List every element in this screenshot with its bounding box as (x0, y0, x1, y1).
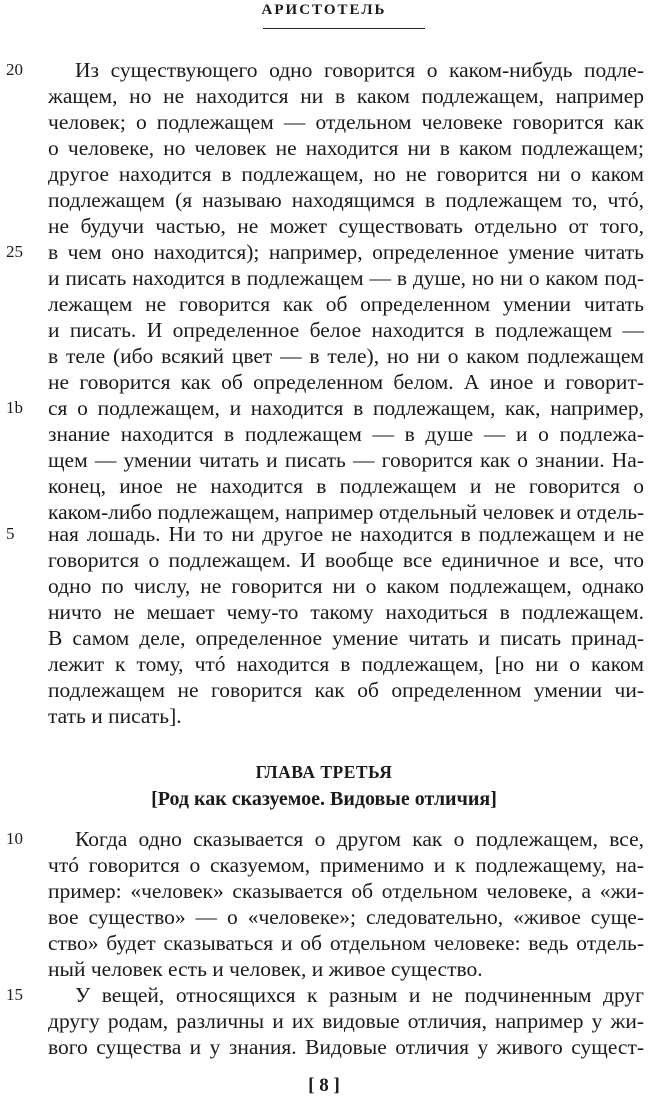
margin-line-number: 15 (6, 985, 23, 1004)
text-line: ство» будет сказываться и об отдельном человеке: ведь отдель- (48, 931, 644, 955)
text-line: Из существующего одно говорится о каком-нибудь подле- (75, 58, 644, 82)
text-line: другое находится в подлежащем, но не говорится ни о каком (48, 162, 644, 186)
text-line: конец, иное не находится в подлежащем и не говорится о (48, 474, 644, 498)
text-line: вое существо» — о «человеке»; следовательно, «живое суще- (48, 905, 644, 929)
margin-line-number: 20 (6, 60, 23, 79)
text-line: подлежащем (я называю находящимся в подлежащем то, чтó, (48, 188, 644, 212)
text-line: лежит к тому, чтó находится в подлежащем, [но ни о каком (48, 652, 644, 676)
text-line: одно по числу, не говорится ни о каком подлежащем, однако (48, 574, 644, 598)
text-line: щем — умении читать и писать — говорится как о знании. На- (48, 448, 644, 472)
text-line: ся о подлежащем, и находится в подлежащем, как, например, (48, 396, 644, 420)
running-header: АРИСТОТЕЛЬ (261, 2, 387, 18)
chapter-subtitle: [Род как сказуемое. Видовые отличия] (151, 788, 497, 810)
text-line: жащем, но не находится ни в каком подлежащем, например (48, 84, 644, 108)
text-line: В самом деле, определенное умение читать и писать принад- (48, 626, 644, 650)
margin-line-number: 1b (6, 398, 23, 417)
margin-line-number: 25 (6, 242, 23, 261)
text-line: подлежащем не говорится как об определенном умении чи- (48, 678, 644, 702)
text-line: Когда одно сказывается о другом как о подлежащем, все, (75, 827, 644, 851)
header-rule (263, 28, 425, 29)
text-line: в теле (ибо всякий цвет — в теле), но ни о каком подлежащем (48, 344, 644, 368)
chapter-title: ГЛАВА ТРЕТЬЯ (255, 762, 393, 782)
text-line: другу родам, различны и их видовые отличия, например у жи- (48, 1009, 644, 1033)
text-line: знание находится в подлежащем — в душе — и о подлежа- (48, 422, 644, 446)
text-line: лежащем не говорится как об определенном умении читать (48, 292, 644, 316)
text-line: У вещей, относящихся к разным и не подчиненным друг (75, 983, 644, 1007)
text-line: пример: «человек» сказывается об отдельном человеке, а «жи- (48, 879, 644, 903)
text-line: не будучи частью, не может существовать отдельно от того, (48, 214, 644, 238)
text-line: и писать находится в подлежащем — в душе, но ни о каком под- (48, 266, 644, 290)
text-line: человек; о подлежащем — отдельном человеке говорится как (48, 110, 644, 134)
margin-line-number: 10 (6, 829, 23, 848)
text-line: о человеке, но человек не находится ни в каком подлежащем; (48, 136, 644, 160)
text-line: говорится о подлежащем. И вообще все единичное и все, что (48, 548, 644, 572)
text-line: ная лошадь. Ни то ни другое не находится в подлежащем и не (48, 522, 644, 546)
text-line: в чем оно находится); например, определенное умение читать (48, 240, 644, 264)
text-line: вого существа и у знания. Видовые отличия у живого сущест- (48, 1035, 644, 1059)
text-line: тать и писать]. (48, 704, 182, 728)
text-line: каком-либо подлежащем, например отдельный человек и отдель- (48, 500, 645, 524)
text-line: ный человек есть и человек, и живое существо. (48, 957, 483, 981)
margin-line-number: 5 (6, 524, 15, 543)
page-number: [ 8 ] (308, 1075, 340, 1096)
text-line: ничто не мешает чему-то такому находиться в подлежащем. (48, 600, 644, 624)
text-line: чтó говорится о сказуемом, применимо и к подлежащему, на- (48, 853, 644, 877)
text-line: и писать. И определенное белое находится в подлежащем — (48, 318, 644, 342)
text-line: не говорится как об определенном белом. А иное и говорит- (48, 370, 644, 394)
